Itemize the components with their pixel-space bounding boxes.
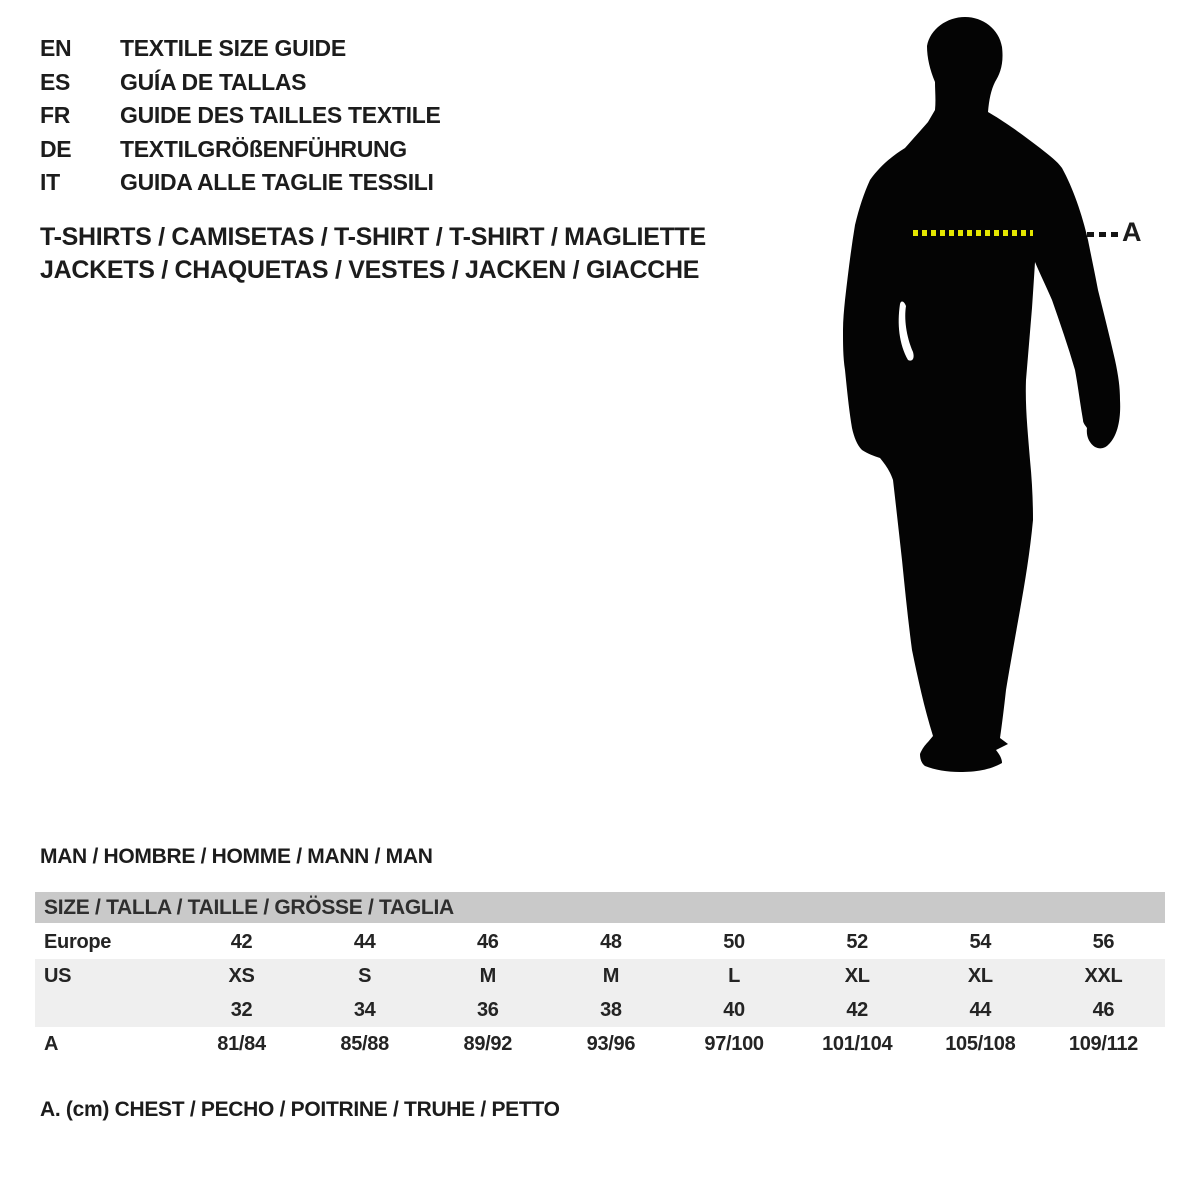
section-title-man: MAN / HOMBRE / HOMME / MANN / MAN [40, 845, 433, 868]
size-cell: XS [228, 964, 255, 987]
size-cell: 44 [969, 998, 992, 1021]
language-code: DE [40, 135, 72, 162]
language-row [40, 66, 441, 100]
size-cell: L [728, 964, 741, 987]
man-silhouette-path [843, 17, 1120, 772]
table-row-numeric [35, 993, 1165, 1027]
size-cell: 56 [1092, 930, 1115, 953]
size-cell: 101/104 [822, 1032, 893, 1055]
language-code: EN [40, 35, 72, 62]
row-label: Europe [44, 930, 112, 953]
language-title: GUÍA DE TALLAS [120, 68, 307, 95]
size-cell: 46 [1092, 998, 1115, 1021]
language-code: FR [40, 102, 71, 129]
language-row [40, 99, 441, 133]
size-table-header: SIZE / TALLA / TAILLE / GRÖSSE / TAGLIA [35, 892, 1165, 923]
size-cell: 48 [600, 930, 622, 953]
size-cell: 42 [230, 930, 253, 953]
size-cell: 34 [353, 998, 376, 1021]
size-cell: XL [967, 964, 993, 987]
chest-measure-dotted-line [913, 230, 1033, 236]
category-line-tshirts: T-SHIRTS / CAMISETAS / T-SHIRT / T-SHIRT / MAGLIETTE [40, 223, 706, 251]
language-row [40, 166, 441, 200]
language-title: GUIDA ALLE TAGLIE TESSILI [120, 169, 434, 196]
row-label: US [44, 964, 72, 987]
row-label: A [44, 1032, 59, 1055]
size-cell: 81/84 [217, 1032, 266, 1055]
language-row [40, 32, 441, 66]
size-cell: 46 [476, 930, 499, 953]
size-cell: 36 [476, 998, 499, 1021]
language-title: TEXTILE SIZE GUIDE [120, 35, 346, 62]
category-line-jackets: JACKETS / CHAQUETAS / VESTES / JACKEN / GIACCHE [40, 256, 700, 284]
size-cell: 97/100 [704, 1032, 764, 1055]
language-title-block [40, 32, 441, 200]
size-cell: 38 [600, 998, 622, 1021]
language-row [40, 133, 441, 167]
table-row-chest [35, 1027, 1165, 1061]
size-cell: 105/108 [945, 1032, 1016, 1055]
language-code: ES [40, 68, 71, 95]
size-cell: 42 [846, 998, 869, 1021]
size-cell: 50 [723, 930, 745, 953]
size-cell: 89/92 [463, 1032, 513, 1055]
language-code: IT [40, 169, 60, 196]
chest-footnote: A. (cm) CHEST / PECHO / POITRINE / TRUHE / PETTO [40, 1098, 560, 1121]
measure-label-a: A [1122, 217, 1142, 247]
size-cell: XL [844, 964, 870, 987]
table-row-us [35, 959, 1165, 993]
size-cell: 40 [723, 998, 745, 1021]
size-cell: S [358, 964, 372, 987]
table-row-europe [35, 925, 1165, 959]
size-cell: 32 [230, 998, 253, 1021]
size-cell: 109/112 [1068, 1032, 1138, 1055]
size-cell: 54 [969, 930, 992, 953]
size-cell: 93/96 [586, 1032, 636, 1055]
size-cell: 44 [353, 930, 376, 953]
size-table [35, 892, 1165, 1061]
measure-pointer-dashes [1087, 232, 1120, 237]
size-cell: M [602, 964, 620, 987]
size-cell: M [479, 964, 496, 987]
man-silhouette-figure [840, 8, 1130, 778]
size-cell: XXL [1084, 964, 1123, 987]
language-title: TEXTILGRÖßENFÜHRUNG [120, 135, 407, 162]
size-cell: 85/88 [340, 1032, 389, 1055]
language-title: GUIDE DES TAILLES TEXTILE [120, 102, 441, 129]
size-cell: 52 [846, 930, 869, 953]
man-silhouette-icon [840, 8, 1130, 778]
category-block [40, 221, 706, 287]
